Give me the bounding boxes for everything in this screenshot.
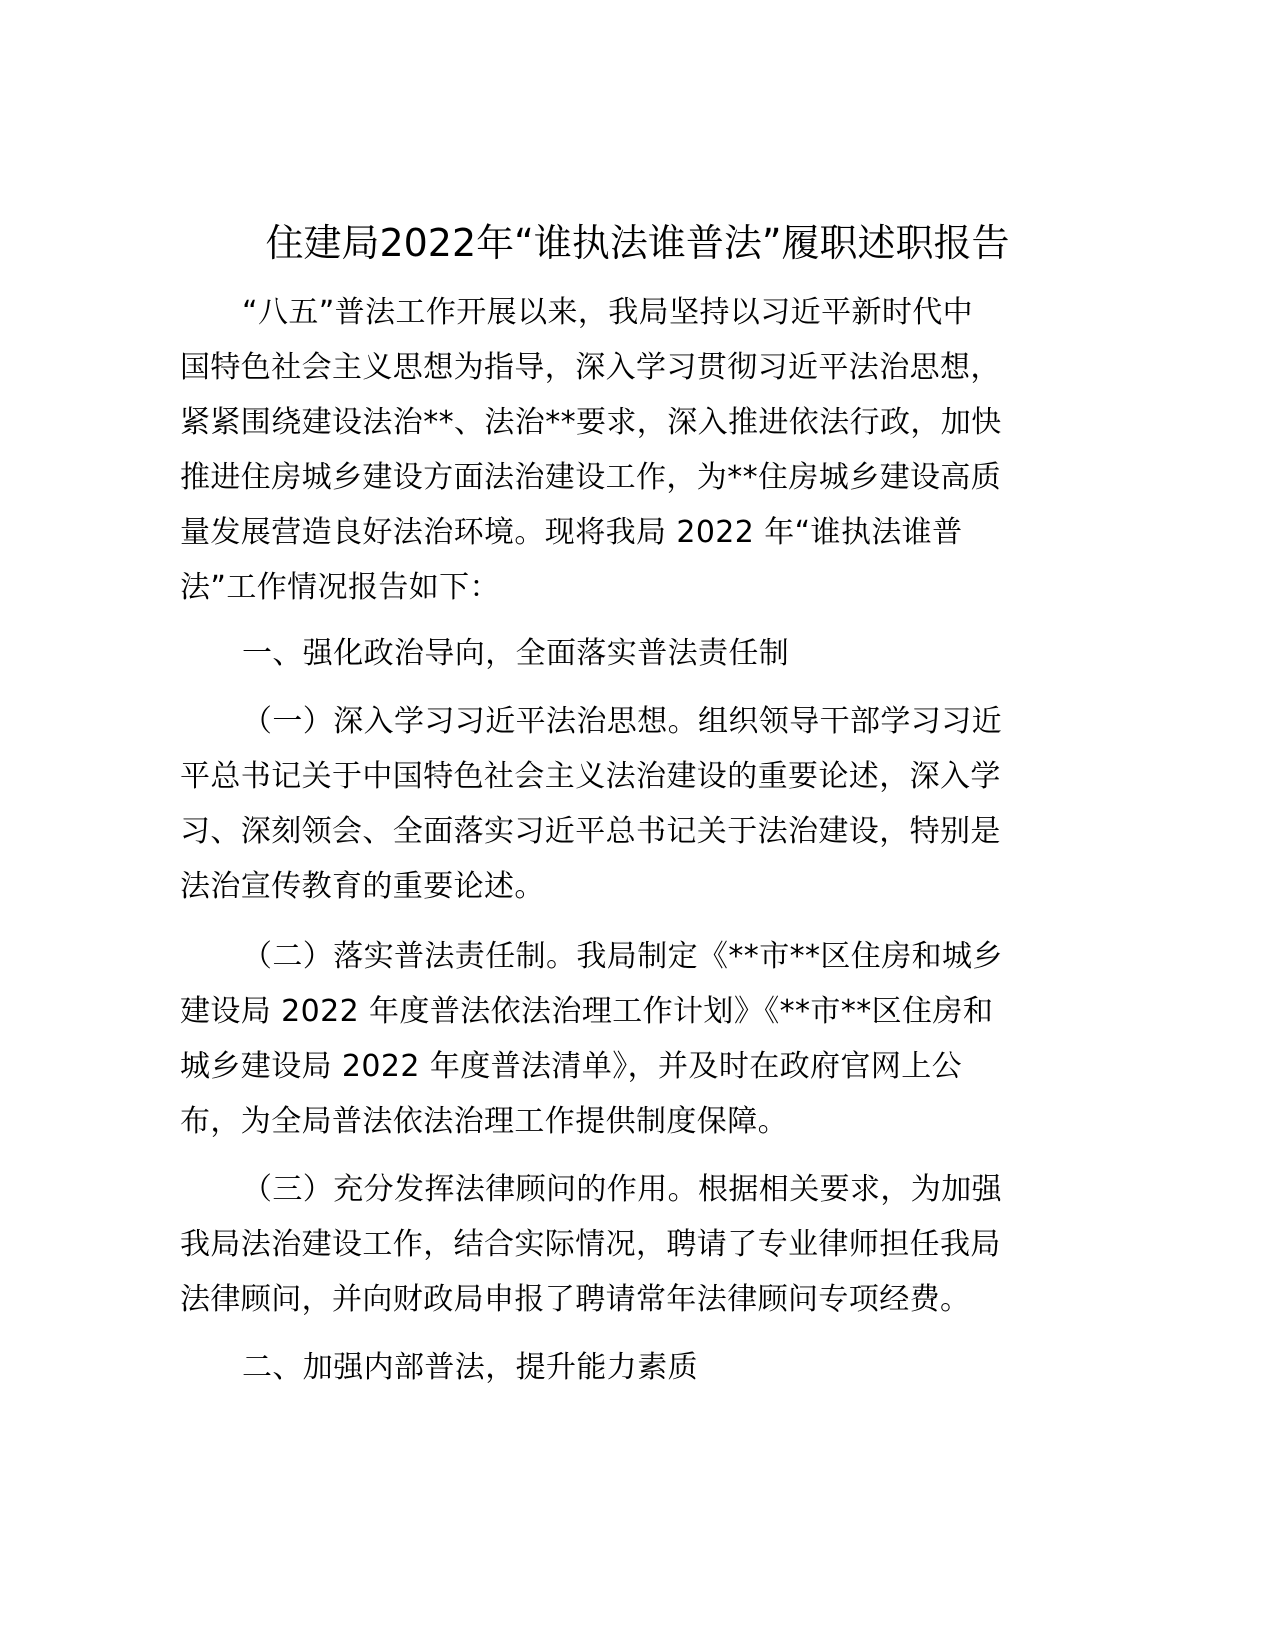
paragraph-intro-line: “八五”普法工作开展以来，我局坚持以习近平新时代中 [242,295,974,330]
subsection-2-line: 城乡建设局 2022 年度普法清单》，并及时在政府官网上公 [180,1049,963,1084]
paragraph-intro-line: 法”工作情况报告如下： [180,570,500,605]
subsection-3-line: 我局法治建设工作，结合实际情况，聘请了专业律师担任我局 [180,1227,1001,1262]
subsection-1-line: 习、深刻领会、全面落实习近平总书记关于法治建设，特别是 [180,814,1001,849]
paragraph-intro-line: 量发展营造良好法治环境。现将我局 2022 年“谁执法谁普 [180,515,963,550]
section-heading-2: 二、加强内部普法，提升能力素质 [242,1350,698,1385]
subsection-1-line: 平总书记关于中国特色社会主义法治建设的重要论述，深入学 [180,759,1001,794]
section-heading-1: 一、强化政治导向，全面落实普法责任制 [242,636,790,671]
document-title: 住建局2022年“谁执法谁普法”履职述职报告 [265,221,1010,265]
subsection-1-line: 法治宣传教育的重要论述。 [180,869,545,904]
paragraph-intro-line: 紧紧围绕建设法治**、法治**要求，深入推进依法行政，加快 [180,405,1002,440]
paragraph-intro-line: 推进住房城乡建设方面法治建设工作，为**住房城乡建设高质 [180,460,1002,495]
subsection-3-line: 法律顾问，并向财政局申报了聘请常年法律顾问专项经费。 [180,1282,971,1317]
subsection-1-line: （一）深入学习习近平法治思想。组织领导干部学习习近 [242,704,1002,739]
paragraph-intro-line: 国特色社会主义思想为指导，深入学习贯彻习近平法治思想， [180,350,1001,385]
subsection-3-line: （三）充分发挥法律顾问的作用。根据相关要求，为加强 [242,1172,1002,1207]
subsection-2-line: 布，为全局普法依法治理工作提供制度保障。 [180,1104,788,1139]
subsection-2-line: （二）落实普法责任制。我局制定《**市**区住房和城乡 [242,939,1003,974]
subsection-2-line: 建设局 2022 年度普法依法治理工作计划》《**市**区住房和 [180,994,994,1029]
